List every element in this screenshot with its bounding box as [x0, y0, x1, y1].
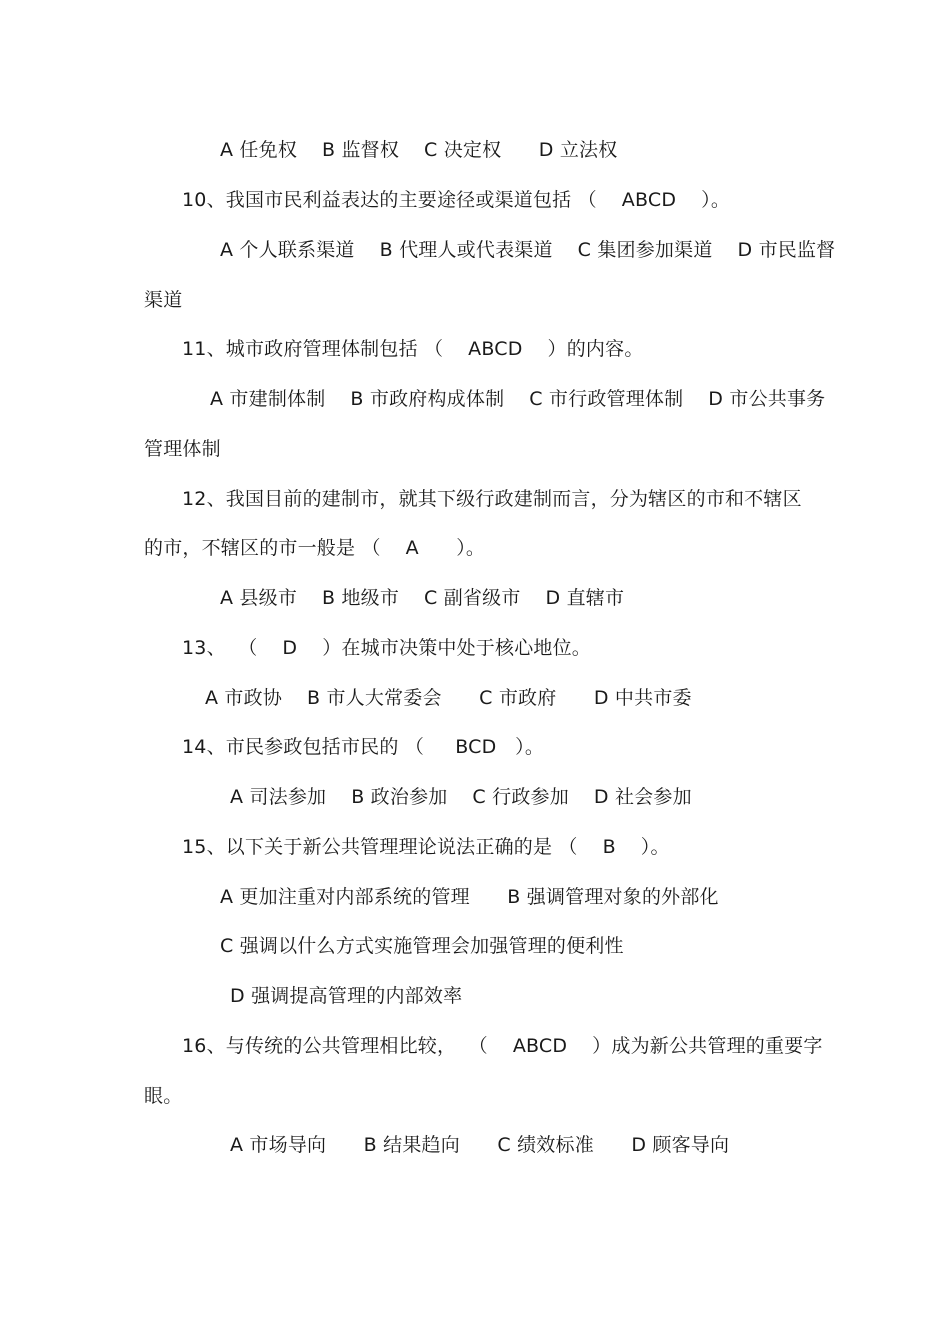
option-q15-a-b: A 更加注重对内部系统的管理 B 强调管理对象的外部化	[220, 886, 719, 908]
question-10: 10、我国市民利益表达的主要途径或渠道包括 （ ABCD ）。	[182, 189, 731, 211]
options-q10-continued: 渠道	[144, 289, 183, 311]
options-q9: A 任免权 B 监督权 C 决定权 D 立法权	[220, 139, 618, 161]
question-15: 15、以下关于新公共管理理论说法正确的是 （ B ）。	[182, 836, 670, 858]
options-q10: A 个人联系渠道 B 代理人或代表渠道 C 集团参加渠道 D 市民监督	[220, 239, 836, 261]
question-12-continued: 的市，不辖区的市一般是 （ A ）。	[144, 537, 486, 559]
option-q15-c: C 强调以什么方式实施管理会加强管理的便利性	[220, 935, 624, 957]
options-q14: A 司法参加 B 政治参加 C 行政参加 D 社会参加	[230, 786, 692, 808]
options-q13: A 市政协 B 市人大常委会 C 市政府 D 中共市委	[205, 687, 692, 709]
question-11: 11、城市政府管理体制包括 （ ABCD ）的内容。	[182, 338, 644, 360]
question-12: 12、我国目前的建制市，就其下级行政建制而言，分为辖区的市和不辖区	[182, 488, 802, 510]
options-q12: A 县级市 B 地级市 C 副省级市 D 直辖市	[220, 587, 625, 609]
options-q11-continued: 管理体制	[144, 438, 221, 460]
options-q16: A 市场导向 B 结果趋向 C 绩效标准 D 顾客导向	[230, 1134, 730, 1156]
question-13: 13、 （ D ）在城市决策中处于核心地位。	[182, 637, 592, 659]
question-16: 16、与传统的公共管理相比较， （ ABCD ）成为新公共管理的重要字	[182, 1035, 823, 1057]
question-16-continued: 眼。	[144, 1085, 183, 1107]
options-q11: A 市建制体制 B 市政府构成体制 C 市行政管理体制 D 市公共事务	[210, 388, 826, 410]
question-14: 14、市民参政包括市民的 （ BCD ）。	[182, 736, 545, 758]
option-q15-d: D 强调提高管理的内部效率	[230, 985, 463, 1007]
